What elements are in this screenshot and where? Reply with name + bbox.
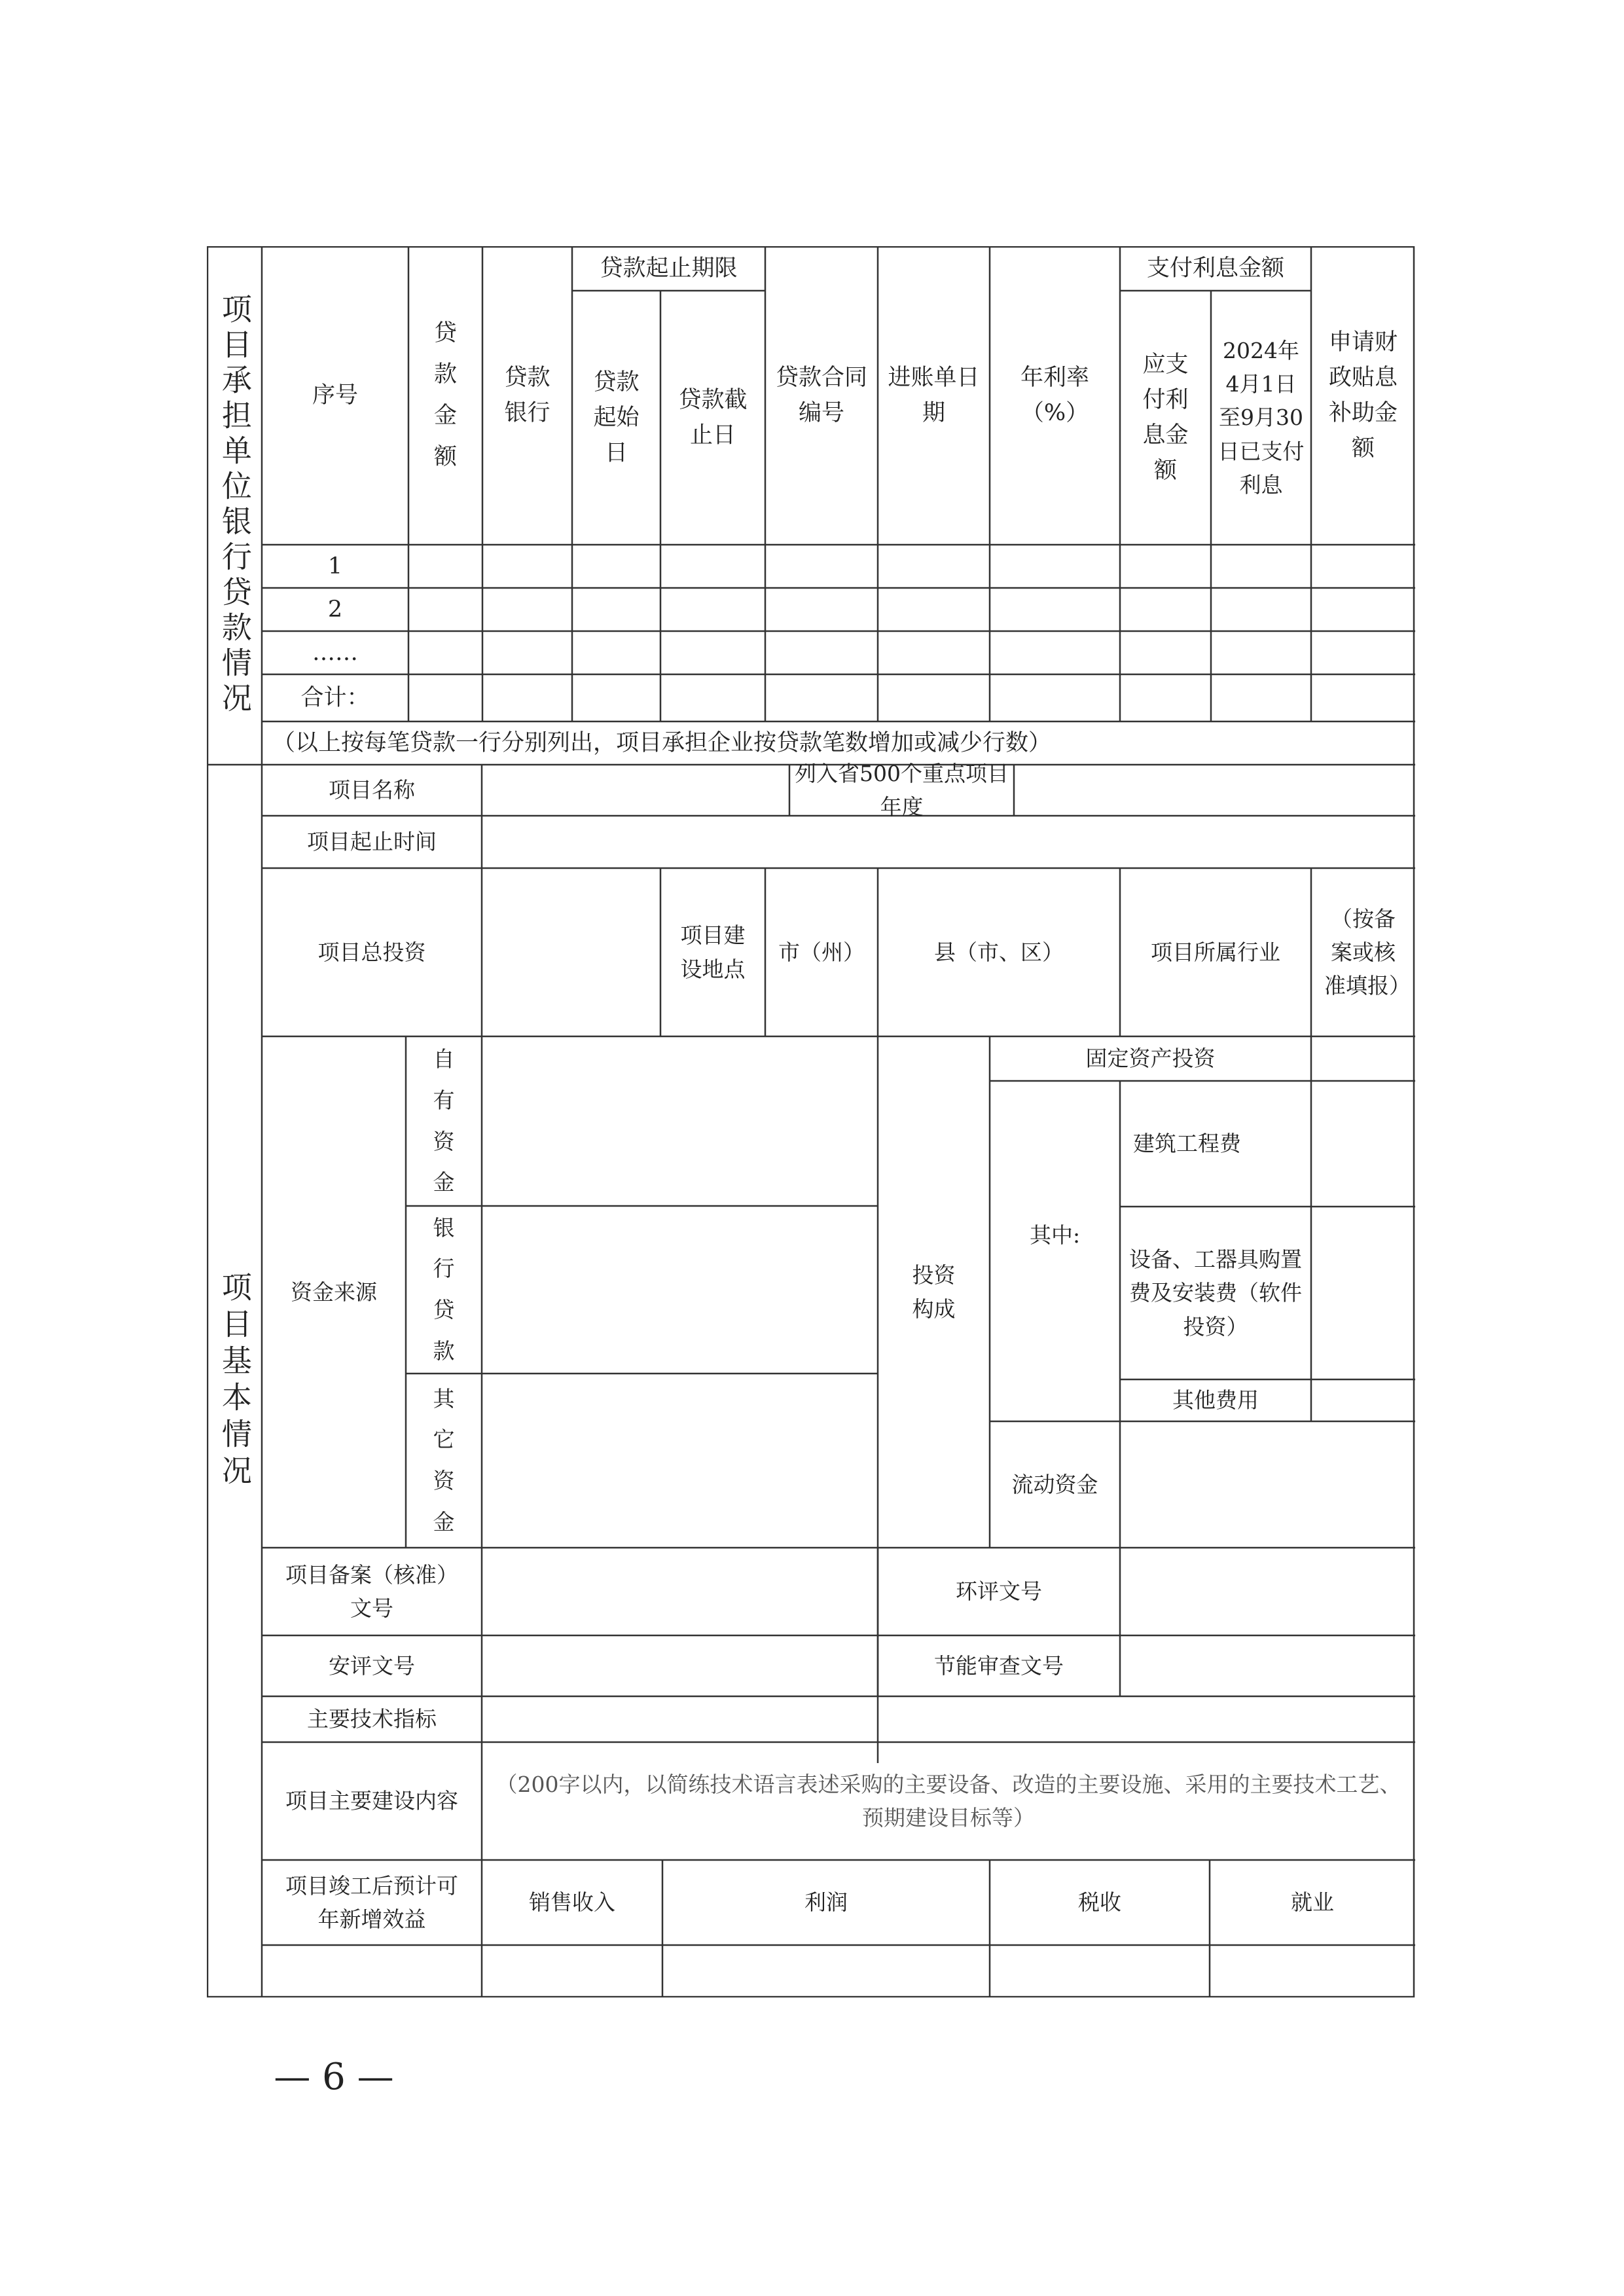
project-period-label <box>262 816 482 868</box>
tech-indicators-label <box>262 1696 482 1742</box>
profit-text: 利润 <box>804 1889 848 1916</box>
col-paid-interest-header <box>1211 291 1311 545</box>
col-rate-label: 年利率（%） <box>1020 364 1089 426</box>
col-bank-label: 贷款银行 <box>504 364 550 426</box>
other-funds-text: 其它资金 <box>433 1385 455 1535</box>
fixed-asset-text: 固定资产投资 <box>1085 1046 1216 1072</box>
bank-loan-label <box>406 1206 482 1374</box>
row-total-label: 合计： <box>300 684 370 711</box>
col-contract-header <box>765 246 878 545</box>
table-row-total-seq <box>262 674 408 721</box>
sales-text: 销售收入 <box>529 1889 615 1916</box>
among-text: 其中: <box>1029 1222 1081 1248</box>
sales-label <box>482 1860 662 1945</box>
construction-site-label <box>660 868 765 1036</box>
filing-doc-label <box>262 1548 482 1635</box>
col-subsidy-label: 申请财政贴息补助金额 <box>1328 329 1398 462</box>
total-investment-label <box>262 868 482 1036</box>
fund-source-label <box>262 1036 406 1548</box>
fund-source-text: 资金来源 <box>291 1279 377 1305</box>
table-row-2-seq <box>262 588 408 631</box>
table-row-ellipsis-seq <box>262 631 408 674</box>
construction-cost-label <box>1120 1081 1311 1207</box>
other-funds-label <box>406 1374 482 1548</box>
col-account-date-label: 进账单日期 <box>888 364 980 426</box>
industry-label <box>1120 868 1311 1036</box>
row-2-label: 2 <box>327 596 343 623</box>
loan-section-side-text: 项目承担单位银行贷款情况 <box>217 293 253 718</box>
main-content-label <box>262 1742 482 1860</box>
employment-text: 就业 <box>1291 1889 1334 1916</box>
project-name-text: 项目名称 <box>329 777 415 803</box>
benefit-label <box>262 1860 482 1945</box>
group-period-label: 贷款起止期限 <box>600 255 738 282</box>
col-subsidy-header <box>1311 246 1415 545</box>
total-investment-text: 项目总投资 <box>317 939 426 965</box>
other-costs-text: 其他费用 <box>1172 1387 1259 1413</box>
benefit-text: 项目竣工后预计可年新增效益 <box>285 1872 458 1932</box>
group-interest-label: 支付利息金额 <box>1146 255 1284 282</box>
tax-label <box>990 1860 1210 1945</box>
main-content-hint <box>482 1742 1415 1860</box>
eia-doc-text: 环评文号 <box>956 1578 1042 1605</box>
col-amount-header <box>408 246 482 545</box>
group-interest-header <box>1120 246 1311 291</box>
profit-label <box>662 1860 990 1945</box>
working-capital-text: 流动资金 <box>1011 1471 1098 1497</box>
equipment-cost-text: 设备、工器具购置费及安装费（软件投资） <box>1129 1247 1302 1339</box>
construction-site-text: 项目建设地点 <box>680 922 746 982</box>
bank-loan-text: 银行贷款 <box>433 1214 455 1364</box>
col-contract-label: 贷款合同编号 <box>775 364 867 426</box>
investment-composition-label <box>878 1036 990 1548</box>
eia-doc-label <box>878 1548 1120 1635</box>
table-row-1-seq <box>262 545 408 588</box>
col-end-header <box>660 291 765 545</box>
col-end-label: 贷款截止日 <box>678 386 748 448</box>
key-project-year-text: 列入省500个重点项目年度 <box>795 760 1009 820</box>
own-funds-text: 自有资金 <box>433 1046 455 1195</box>
col-rate-header <box>990 246 1120 545</box>
industry-note <box>1311 868 1415 1036</box>
loan-note-text: （以上按每笔贷款一行分别列出，项目承担企业按贷款笔数增加或减少行数） <box>272 729 1052 756</box>
energy-doc-text: 节能审查文号 <box>934 1652 1064 1679</box>
construction-cost-text: 建筑工程费 <box>1133 1131 1241 1157</box>
filing-doc-text: 项目备案（核准）文号 <box>285 1561 458 1621</box>
employment-label <box>1210 1860 1415 1945</box>
col-paid-interest-label: 2024年4月1日至9月30日已支付利息 <box>1218 338 1305 498</box>
project-section-side-text: 项目基本情况 <box>217 1271 253 1491</box>
project-section-side-label <box>207 765 262 1997</box>
main-content-hint-text: （200字以内，以简练技术语言表述采购的主要设备、改造的主要设施、采用的主要技术工艺、预期建设目标等） <box>496 1771 1401 1831</box>
main-content-text: 项目主要建设内容 <box>285 1788 458 1814</box>
col-due-interest-label: 应支付利息金额 <box>1142 351 1189 484</box>
industry-note-text: （按备案或核准填报） <box>1324 905 1411 999</box>
tax-text: 税收 <box>1078 1889 1121 1916</box>
col-due-interest-header <box>1120 291 1211 545</box>
city-label <box>765 868 878 1036</box>
loan-section-side-label <box>207 246 262 765</box>
subsidy-application-form <box>207 246 1415 1997</box>
group-period-header <box>572 246 765 291</box>
safety-doc-label <box>262 1635 482 1696</box>
tech-indicators-text: 主要技术指标 <box>307 1706 437 1732</box>
county-label <box>878 868 1120 1036</box>
key-project-year-label <box>789 760 1014 820</box>
col-start-header <box>572 291 660 545</box>
col-bank-header <box>482 246 572 545</box>
col-account-date-header <box>878 246 990 545</box>
col-start-label: 贷款起始日 <box>593 369 640 467</box>
city-text: 市（州） <box>778 939 865 965</box>
col-seq-label: 序号 <box>312 382 358 409</box>
row-ellipsis-label: …… <box>312 639 358 666</box>
working-capital-label <box>990 1421 1120 1548</box>
col-amount-label: 贷款金额 <box>433 320 457 470</box>
project-period-text: 项目起止时间 <box>307 829 437 855</box>
other-costs-label <box>1120 1379 1311 1421</box>
equipment-cost-label <box>1120 1207 1311 1379</box>
row-1-label: 1 <box>327 553 343 579</box>
industry-text: 项目所属行业 <box>1151 939 1280 965</box>
col-seq-header <box>262 246 408 545</box>
project-name-label <box>262 765 482 816</box>
safety-doc-text: 安评文号 <box>329 1652 415 1679</box>
investment-composition-text: 投资构成 <box>912 1262 956 1322</box>
among-label <box>990 1081 1120 1421</box>
county-text: 县（市、区） <box>934 939 1064 965</box>
page-number: — 6 — <box>274 2056 394 2098</box>
own-funds-label <box>406 1036 482 1206</box>
energy-doc-label <box>878 1635 1120 1696</box>
fixed-asset-label <box>990 1036 1311 1081</box>
